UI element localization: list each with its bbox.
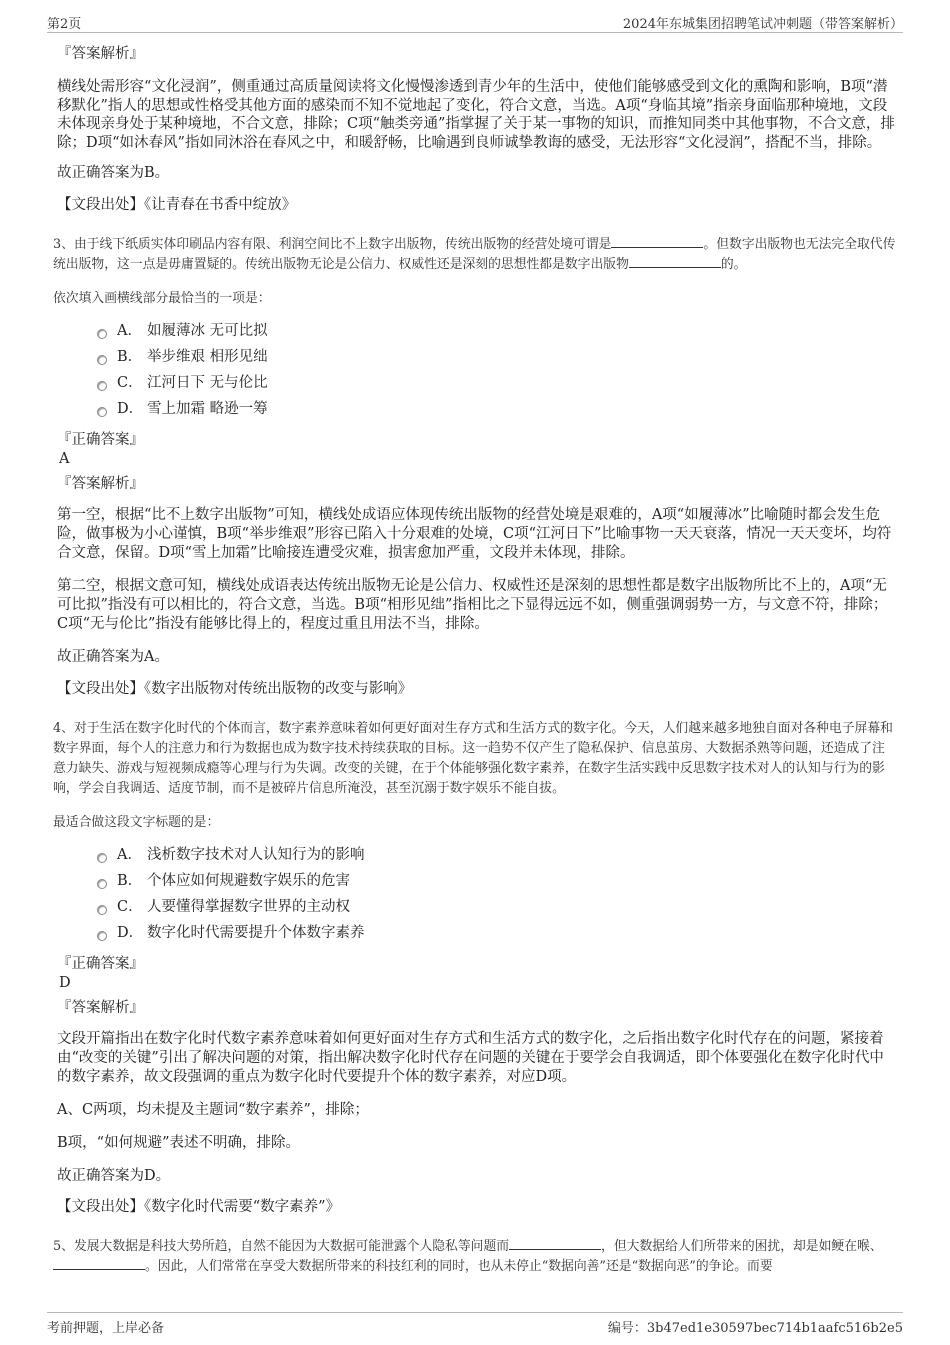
prev-conclusion: 故正确答案为B。 [57, 165, 170, 182]
question-4-options [97, 845, 897, 949]
page-header [47, 12, 903, 33]
option-d[interactable]: D． 雪上加霜 略逊一筹 [97, 399, 897, 425]
radio-icon[interactable] [97, 355, 107, 365]
answer-label: 『正确答案』 [57, 955, 144, 972]
document-id: 编号：3b47ed1e30597bec714b1aafc516b2e5 [607, 1321, 903, 1336]
radio-icon[interactable] [97, 905, 107, 915]
question-3-stem: 3、由于线下纸质实体印刷品内容有限、利润空间比不上数字出版物，传统出版物的经营处境可谓是 。但数字出版物也无法完全取代传统出版物，这一点是毋庸置疑的。传统出版物无论是公信力、权威性还是深刻的思想性都是数字出版物 的。 [53, 236, 896, 272]
option-a[interactable]: A． 如履薄冰 无可比拟 [97, 321, 897, 347]
question-3-options [97, 321, 897, 425]
page-number: 第2页 [47, 17, 82, 32]
question-4-source: 【文段出处】《数字化时代需要“数字素养”》 [57, 1199, 341, 1216]
explanation-paragraph: A、C两项，均未提及主题词“数字素养”，排除； [57, 1101, 369, 1118]
option-d[interactable]: D． 数字化时代需要提升个体数字素养 [97, 923, 897, 949]
question-3-prompt: 依次填入画横线部分最恰当的一项是： [53, 290, 271, 306]
fill-blank [509, 1237, 601, 1250]
option-a[interactable]: A． 浅析数字技术对人认知行为的影响 [97, 845, 897, 871]
fill-blank [53, 1257, 145, 1270]
prev-explanation-label: 『答案解析』 [57, 46, 144, 62]
question-5-stem: 5、发展大数据是科技大势所趋，自然不能因为大数据可能泄露个人隐私等问题而 ，但大数据给人们所带来的困扰，却是如鲠在喉、。因此，人们常常在享受大数据所带来的科技红利的同时，也从未停止“数据向善”还是“数据向恶”的争论。而要 [53, 1239, 883, 1275]
fill-blank [611, 235, 703, 248]
question-3-conclusion: 故正确答案为A。 [57, 648, 169, 665]
explanation-paragraph: B项，“如何规避”表述不明确，排除。 [57, 1134, 300, 1151]
question-3-source: 【文段出处】《数字出版物对传统出版物的改变与影响》 [57, 680, 413, 697]
explanation-paragraph: 第二空，根据文意可知，横线处成语表达传统出版物无论是公信力、权威性还是深刻的思想性都是数字出版物所比不上的，A项“无可比拟”指没有可以相比的，符合文意，当选。B项“相形见绌”指相比之下显得远远不如，侧重强调弱势一方，与文意不符，排除；C项“无与伦比”指没有能够比得上的，程度过重且用法不当，排除。 [57, 577, 888, 632]
prev-explanation: 横线处需形容“文化浸润”，侧重通过高质量阅读将文化慢慢渗透到青少年的生活中，使他们能够感受到文化的熏陶和影响，B项“潜移默化”指人的思想或性格受其他方面的感染而不知不觉地起了变化，符合文意，当选。A项“身临其境”指亲身面临那种境地，文段未体现亲身处于某种境地，不合文意，排除；C项“触类旁通”指掌握了关于某一事物的知识，而推知同类中其他事物，不合文意，排除；D项“如沐春风”指如同沐浴在春风之中，和暖舒畅，比喻遇到良师诚挚教诲的感受，无法形容“文化浸润”，搭配不当，排除。 [57, 79, 895, 151]
question-4-prompt: 最适合做这段文字标题的是： [53, 814, 220, 830]
radio-icon[interactable] [97, 879, 107, 889]
answer-label: 『正确答案』 [57, 431, 144, 448]
document-title: 2024年东城集团招聘笔试冲刺题（带答案解析） [622, 17, 903, 32]
question-4-stem: 4、对于生活在数字化时代的个体而言，数字素养意味着如何更好面对生存方式和生活方式的数字化。今天，人们越来越多地独自面对各种电子屏幕和数字界面，每个人的注意力和行为数据也成为数字技术持续获取的目标。这一趋势不仅产生了隐私保护、信息茧房、大数据杀熟等问题，还造成了注意力缺失、游戏与短视频成瘾等心理与行为失调。改变的关键，在于个体能够强化数字素养，在数字生活实践中反思数字技术对人的认知与行为的影响，学会自我调适、适度节制，而不是被碎片信息所淹没，甚至沉溺于数字娱乐不能自拔。 [53, 720, 893, 796]
explanation-paragraph: 第一空，根据“比不上数字出版物”可知，横线处成语应体现传统出版物的经营处境是艰难的，A项“如履薄冰”比喻随时都会发生危险，做事极为小心谨慎，B项“举步维艰”形容已陷入十分艰难的处境，C项“江河日下”比喻事物一天天衰落，情况一天天变坏，均符合文意，保留。D项“雪上加霜”比喻接连遭受灾难，损害愈加严重，文段并未体现，排除。 [57, 506, 892, 561]
fill-blank [629, 255, 721, 268]
answer-value: D [59, 974, 71, 991]
page-footer [47, 1312, 903, 1335]
explanation-label: 『答案解析』 [57, 999, 144, 1016]
radio-icon[interactable] [97, 931, 107, 941]
option-b[interactable]: B． 个体应如何规避数字娱乐的危害 [97, 871, 897, 897]
explanation-label: 『答案解析』 [57, 475, 144, 492]
option-b[interactable]: B． 举步维艰 相形见绌 [97, 347, 897, 373]
explanation-paragraph: 文段开篇指出在数字化时代数字素养意味着如何更好面对生存方式和生活方式的数字化，之后指出数字化时代存在的问题，紧接着由“改变的关键”引出了解决问题的对策，指出解决数字化时代存在问题的关键在于要学会自我调适，即个体要强化在数字化时代中的数字素养，故文段强调的重点为数字化时代要提升个体的数字素养，对应D项。 [57, 1030, 884, 1085]
question-4-conclusion: 故正确答案为D。 [57, 1167, 171, 1184]
prev-source: 【文段出处】《让青春在书香中绽放》 [57, 196, 297, 213]
footer-slogan: 考前押题，上岸必备 [47, 1321, 165, 1336]
radio-icon[interactable] [97, 329, 107, 339]
radio-icon[interactable] [97, 853, 107, 863]
answer-value: A [59, 450, 70, 467]
option-c[interactable]: C． 江河日下 无与伦比 [97, 373, 897, 399]
option-c[interactable]: C． 人要懂得掌握数字世界的主动权 [97, 897, 897, 923]
radio-icon[interactable] [97, 381, 107, 391]
page-content [53, 44, 897, 1291]
radio-icon[interactable] [97, 407, 107, 417]
